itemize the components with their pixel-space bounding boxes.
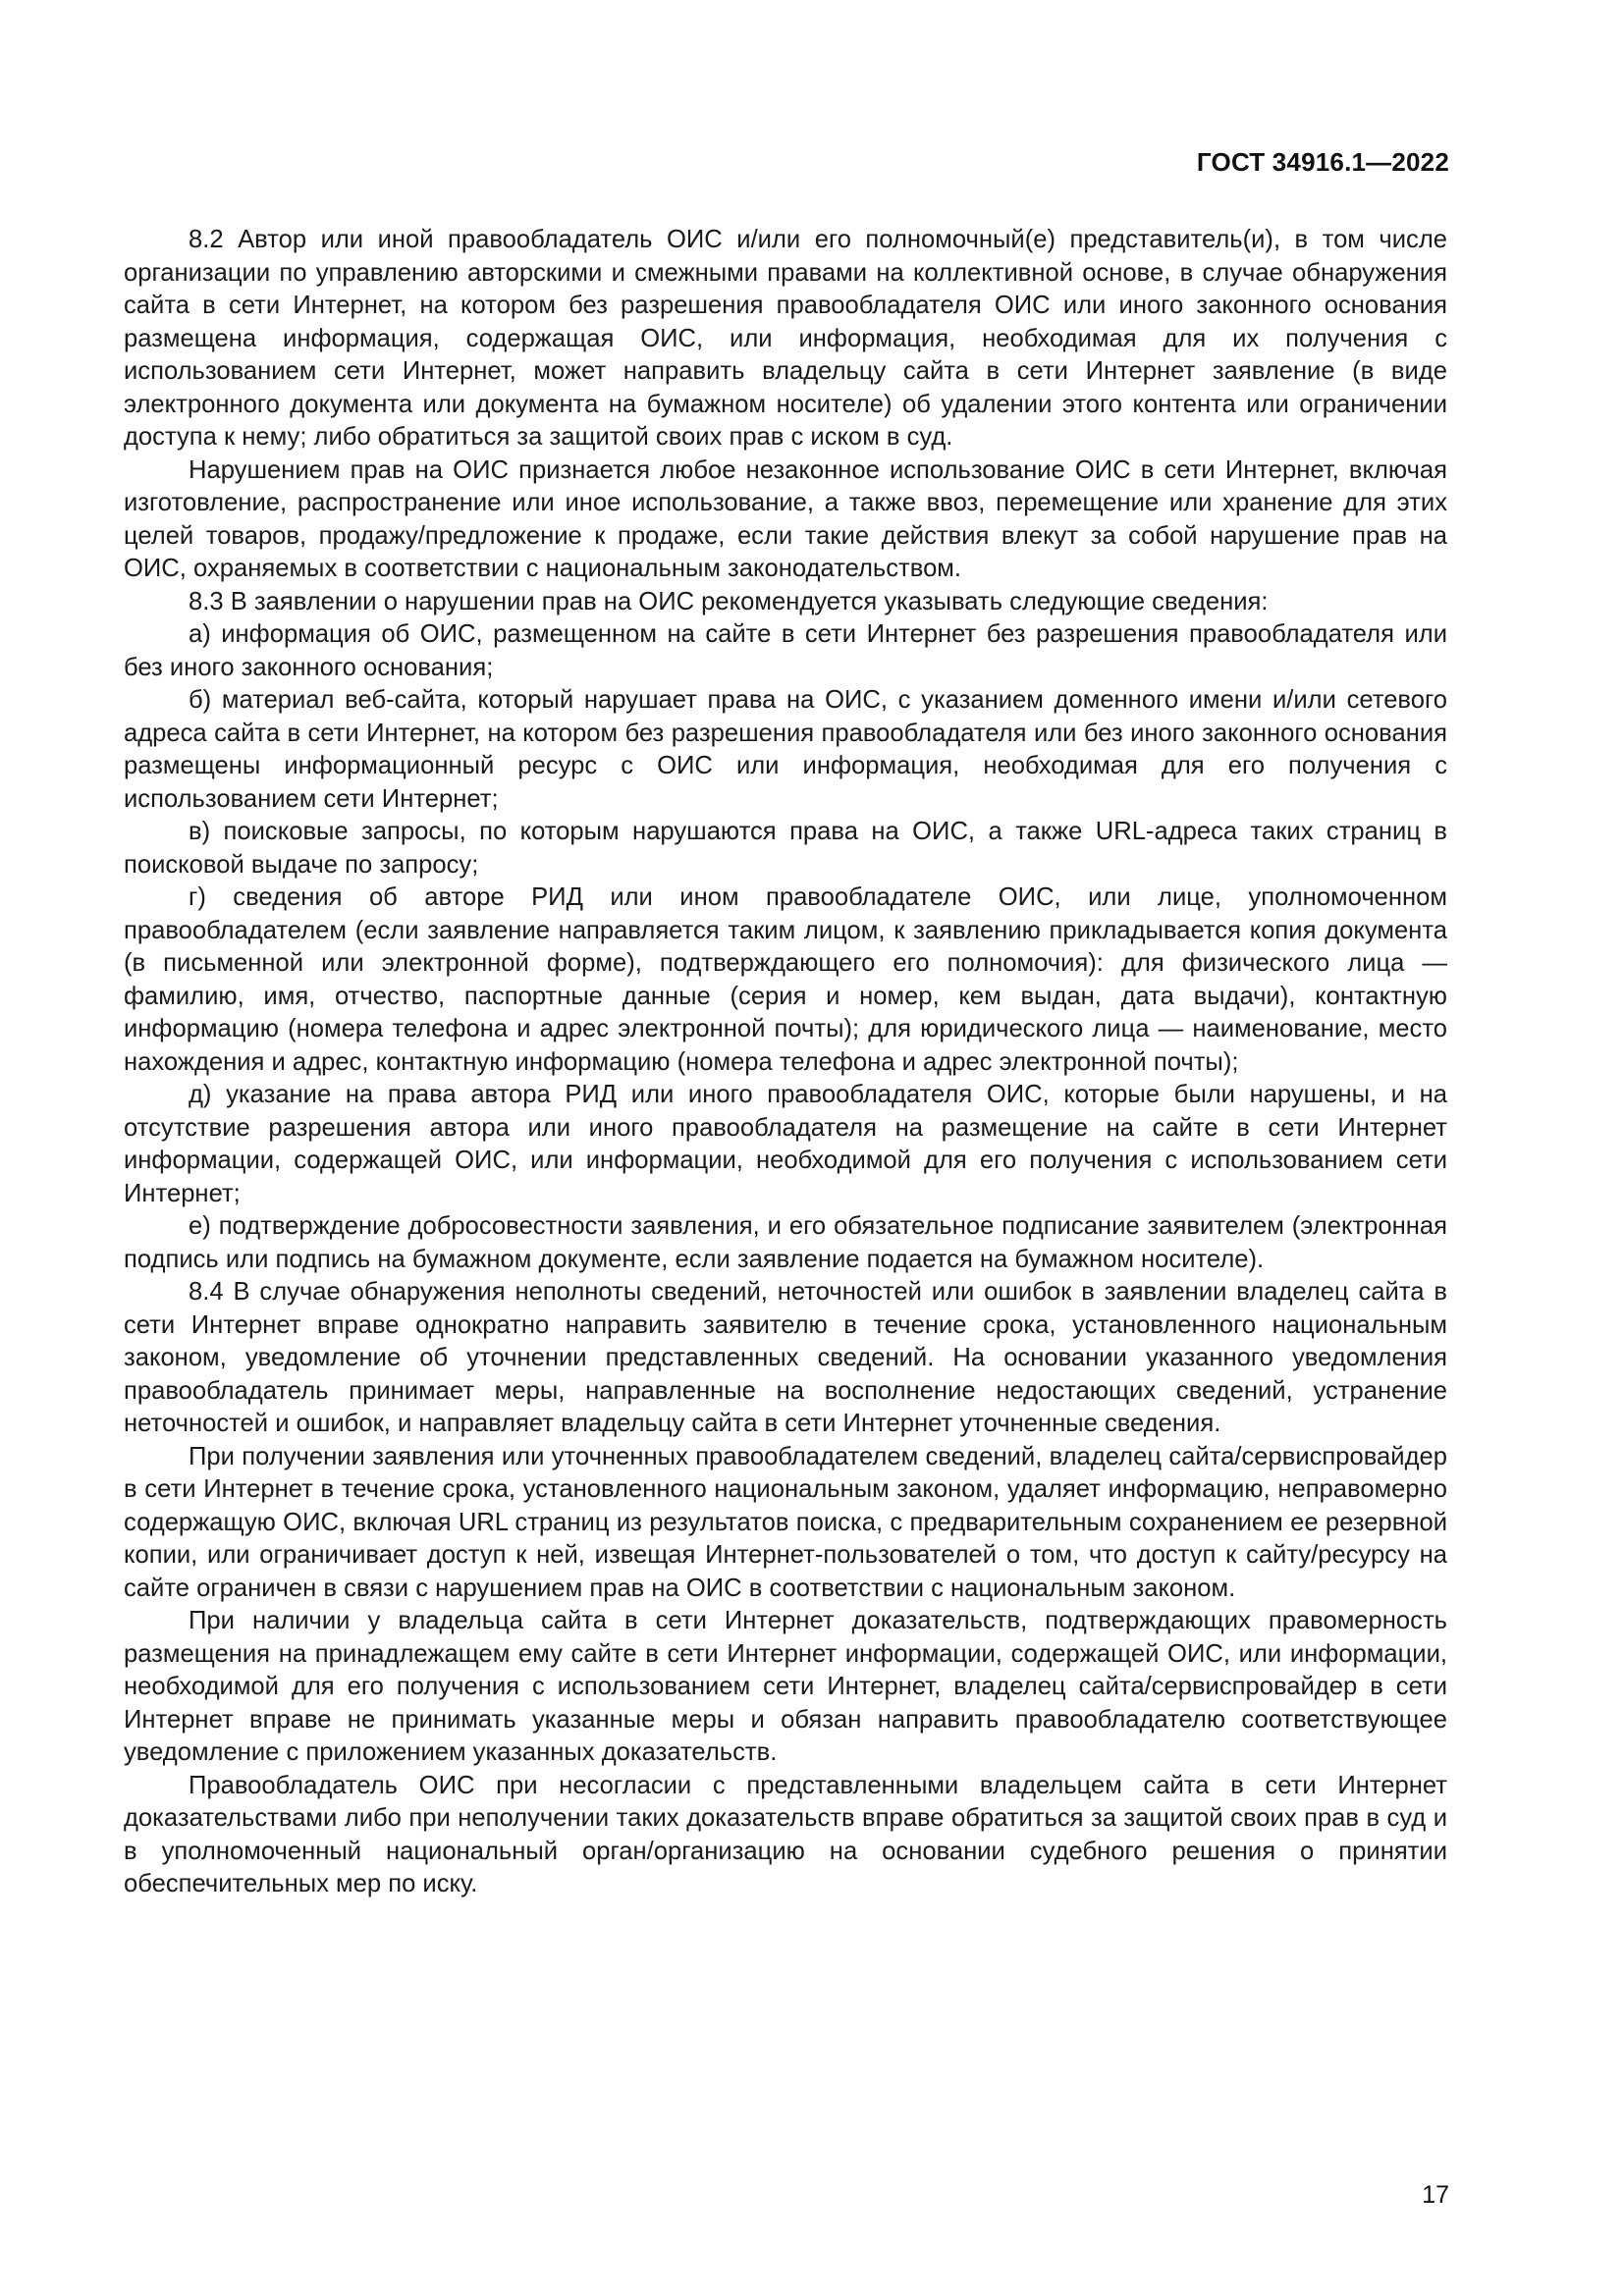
page-number: 17 — [1422, 2181, 1449, 2209]
list-item-d: д) указание на права автора РИД или иного правообладателя ОИС, которые были нарушены, и на отсутствие разрешения автора или иного правообладателя на размещение на сайте в сети Интернет информации, содержащей ОИС, или информации, необходимой для его получения с использованием сети Интернет; — [124, 1081, 1447, 1207]
list-item-e: е) подтверждение добросовестности заявления, и его обязательное подписание заявителем (электронная подпись или подпись на бумажном документе, если заявление подается на бумажном носителе). — [124, 1212, 1447, 1273]
paragraph-8-4: 8.4 В случае обнаружения неполноты сведений, неточностей или ошибок в заявлении владелец сайта в сети Интернет вправе однократно направить заявителю в течение срока, установленного национальным законом, уведомление об уточнении представленных сведений. На основании указанного уведомления правообладатель принимает меры, направленные на восполнение недостающих сведений, устранение неточностей и ошибок, и направляет владельцу сайта в сети Интернет уточненные сведения. — [124, 1278, 1447, 1437]
list-item-g: г) сведения об авторе РИД или ином правообладателе ОИС, или лице, уполномоченном правообладателем (если заявление направляется таким лицом, к заявлению прикладывается копия документа (в письменной или электронной форме), подтверждающего его полномочия): для физического лица — фамилию, имя, отчество, паспортные данные (серия и номер, кем выдан, дата выдачи), контактную информацию (номера телефона и адрес электронной почты); для юридического лица — наименование, место нахождения и адрес, контактную информацию (номера телефона и адрес электронной почты); — [124, 883, 1447, 1076]
paragraph-rightholder-court: Правообладатель ОИС при несогласии с представленными владельцем сайта в сети Интернет доказательствами либо при неполучении таких доказательств вправе обратиться за защитой своих прав в суд и в уполномоченный национальный орган/организацию на основании судебного решения о принятии обеспечительных мер по иску. — [124, 1771, 1447, 1897]
paragraph-8-2: 8.2 Автор или иной правообладатель ОИС и/или его полномочный(е) представитель(и), в том числе организации по управлению авторскими и смежными правами на коллективной основе, в случае обнаружения сайта в сети Интернет, на котором без разрешения правообладателя ОИС или иного законного основания размещена информация, содержащая ОИС, или информация, необходимая для их получения с использованием сети Интернет, может направить владельцу сайта в сети Интернет заявление (в виде электронного документа или документа на бумажном носителе) об удалении этого контента или ограничении доступа к нему; либо обратиться за защитой своих прав с иском в суд. — [124, 226, 1447, 451]
document-header-standard-code: ГОСТ 34916.1—2022 — [1196, 147, 1449, 177]
paragraph-owner-evidence: При наличии у владельца сайта в сети Интернет доказательств, подтверждающих правомерность размещения на принадлежащем ему сайте в сети Интернет информации, содержащей ОИС, или информации, необходимой для его получения с использованием сети Интернет, владелец сайта/сервиспровайдер в сети Интернет вправе не принимать указанные меры и обязан направить правообладателю соответствующее уведомление с приложением указанных доказательств. — [124, 1607, 1447, 1766]
list-item-a: а) информация об ОИС, размещенном на сайте в сети Интернет без разрешения правообладателя или без иного законного основания; — [124, 620, 1447, 681]
paragraph-infringement-definition: Нарушением прав на ОИС признается любое незаконное использование ОИС в сети Интернет, включая изготовление, распространение или иное использование, а также ввоз, перемещение или хранение для этих целей товаров, продажу/предложение к продаже, если такие действия влекут за собой нарушение прав на ОИС, охраняемых в соответствии с национальным законодательством. — [124, 455, 1447, 582]
document-body — [124, 224, 1447, 1901]
paragraph-8-3: 8.3 В заявлении о нарушении прав на ОИС рекомендуется указывать следующие сведения: — [189, 587, 1269, 615]
list-item-b: б) материал веб-сайта, который нарушает права на ОИС, с указанием доменного имени и/или сетевого адреса сайта в сети Интернет, на котором без разрешения правообладателя или без иного законного основания размещены информационный ресурс с ОИС или информация, необходимая для его получения с использованием сети Интернет; — [124, 686, 1447, 813]
paragraph-owner-actions: При получении заявления или уточненных правообладателем сведений, владелец сайта/сервиспровайдер в сети Интернет в течение срока, установленного национальным законом, удаляет информацию, неправомерно содержащую ОИС, включая URL страниц из результатов поиска, с предварительным сохранением ее резервной копии, или ограничивает доступ к ней, извещая Интернет-пользователей о том, что доступ к сайту/ресурсу на сайте ограничен в связи с нарушением прав на ОИС в соответствии с национальным законом. — [124, 1442, 1447, 1602]
list-item-v: в) поисковые запросы, по которым нарушаются права на ОИС, а также URL-адреса таких страниц в поисковой выдаче по запросу; — [124, 818, 1447, 879]
